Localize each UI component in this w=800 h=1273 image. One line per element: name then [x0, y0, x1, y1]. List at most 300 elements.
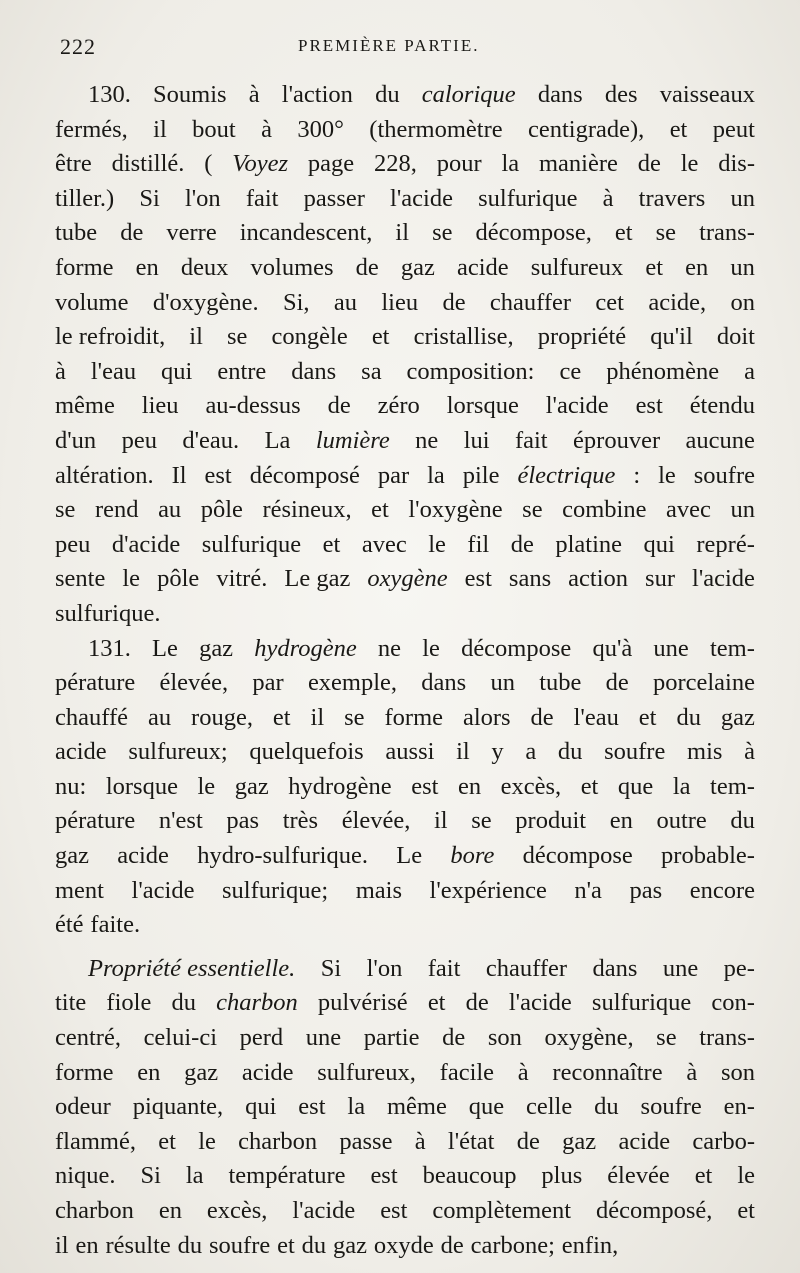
word: et — [669, 115, 688, 143]
text-line — [55, 286, 755, 321]
word: à — [261, 115, 272, 143]
word: odeur — [55, 1093, 111, 1121]
word: du — [171, 989, 196, 1017]
word: passe — [339, 1127, 393, 1155]
word: le — [658, 461, 676, 489]
word: partie — [363, 1024, 420, 1052]
text-line — [55, 735, 755, 770]
word: exemple, — [307, 669, 398, 697]
word: l'action — [281, 81, 353, 108]
word: tem- — [709, 634, 755, 662]
word: le — [198, 1127, 216, 1155]
word: produit — [515, 807, 587, 835]
word: se — [656, 1024, 677, 1052]
word: décompose — [461, 634, 572, 662]
word: de — [637, 150, 661, 178]
word: décomposé, — [596, 1197, 713, 1224]
word: hydrogène — [288, 772, 392, 800]
word: enfin, — [561, 1231, 619, 1259]
word: bout — [192, 115, 236, 143]
word: Voyez — [232, 150, 289, 178]
word: ce — [559, 357, 582, 385]
word: charbon — [216, 989, 298, 1017]
word: au — [158, 496, 182, 524]
word: oxygène, — [544, 1024, 634, 1052]
word: manière — [539, 150, 618, 178]
word: lumière — [315, 426, 390, 454]
word: résineux, — [262, 496, 352, 524]
word: par — [252, 669, 284, 697]
word: il — [395, 219, 410, 247]
word: et — [158, 1127, 176, 1155]
word: du — [301, 1231, 327, 1259]
word: du — [177, 1231, 203, 1259]
word: repré- — [696, 530, 755, 558]
word: nu: — [55, 772, 87, 800]
word: le — [422, 634, 440, 662]
word: peut — [712, 115, 755, 143]
word: sulfureux; — [128, 738, 228, 766]
word: élevée — [607, 1162, 670, 1190]
word: 228, — [373, 150, 417, 178]
word: sur — [645, 565, 675, 593]
word: au-dessus — [205, 392, 301, 420]
word: carbone; — [470, 1231, 555, 1259]
word: élevée, — [341, 807, 411, 835]
word: à — [414, 1127, 426, 1155]
word: mais — [355, 876, 402, 904]
word: acide — [55, 738, 107, 766]
word: l'acide — [292, 1197, 356, 1224]
text-line — [55, 1229, 755, 1264]
word: est — [380, 1197, 408, 1224]
text-line — [55, 113, 755, 148]
word: quelquefois — [249, 738, 364, 766]
word: oxyde — [373, 1231, 434, 1259]
word: au — [333, 288, 358, 316]
word: Si — [140, 1162, 161, 1190]
word: dans — [291, 357, 337, 385]
word: tite — [55, 989, 87, 1017]
word: des — [604, 81, 638, 108]
word: la — [672, 772, 691, 800]
word: zéro — [377, 392, 420, 420]
text-line — [55, 1090, 755, 1125]
word: entre — [217, 357, 267, 385]
word: même — [386, 1093, 447, 1121]
word: excès, — [206, 1197, 268, 1224]
word: forme — [55, 1058, 114, 1086]
word: Il — [171, 461, 187, 489]
word: il — [456, 738, 470, 766]
word: page — [307, 150, 355, 178]
word: une — [662, 954, 699, 982]
text-line — [55, 770, 755, 805]
word: par — [377, 461, 410, 489]
word: Le — [152, 634, 178, 662]
word: un — [730, 496, 755, 524]
word: perd — [239, 1024, 284, 1052]
word: y — [491, 738, 504, 766]
word: incandescent, — [239, 219, 373, 247]
word: un — [490, 669, 515, 697]
word: élevée, — [159, 669, 229, 697]
word: qu'il — [650, 323, 693, 351]
word: une — [305, 1024, 342, 1052]
text-line — [55, 147, 755, 182]
word: qui — [245, 1093, 277, 1121]
word: et — [371, 496, 389, 524]
word: trans- — [699, 1024, 755, 1052]
word: se — [522, 496, 543, 524]
word: sulfurique — [478, 184, 578, 212]
word: que — [617, 772, 654, 800]
word: l'état — [447, 1127, 495, 1155]
word: se — [471, 807, 492, 835]
word: platine — [555, 530, 623, 558]
word: dans — [592, 954, 638, 982]
word: pile — [462, 461, 500, 489]
word: en- — [723, 1093, 755, 1121]
word: ment — [55, 876, 104, 904]
word: en — [685, 253, 709, 281]
word: résulte — [105, 1231, 171, 1259]
word: l'eau — [573, 703, 619, 731]
word: température — [228, 1162, 346, 1190]
word: chauffé — [55, 703, 128, 731]
word: avec — [666, 496, 711, 524]
text-line — [55, 493, 755, 528]
word: son — [720, 1058, 755, 1086]
word: de — [605, 669, 629, 697]
word: lieu — [141, 392, 179, 420]
word: dans — [537, 81, 583, 108]
word: il — [434, 807, 448, 835]
word: Si, — [282, 288, 310, 316]
word: centigrade), — [528, 115, 645, 143]
word: pôle — [200, 496, 243, 524]
word: au — [147, 703, 172, 731]
word: piquante, — [132, 1093, 224, 1121]
word: d'acide — [111, 530, 181, 558]
text-line — [55, 424, 755, 459]
word: 131. — [88, 634, 131, 662]
word: n'est — [158, 807, 203, 835]
word: aucune — [685, 426, 755, 454]
word: nique. — [55, 1162, 116, 1190]
word: pérature — [55, 669, 136, 697]
text-line — [55, 632, 755, 667]
word: aussi — [385, 738, 435, 766]
word: très — [282, 807, 319, 835]
word: sulfurique — [201, 530, 302, 558]
word: est — [635, 392, 663, 420]
word: charbon — [55, 1197, 134, 1224]
word: décompose, — [475, 219, 592, 247]
word: sulfureux, — [317, 1058, 416, 1086]
word: d'oxygène. — [152, 288, 259, 316]
word: on — [730, 288, 755, 316]
word: l'on — [184, 184, 221, 212]
word: il — [55, 1231, 69, 1259]
word: action — [568, 565, 629, 593]
word: le — [197, 772, 216, 800]
word: en — [457, 772, 482, 800]
text-line — [55, 216, 755, 251]
word: rend — [94, 496, 139, 524]
word: lorsque — [105, 772, 178, 800]
word: de — [440, 1231, 464, 1259]
word: vaisseaux — [659, 81, 755, 108]
word: son — [487, 1024, 522, 1052]
word: en — [75, 1231, 99, 1259]
word: pas — [226, 807, 260, 835]
word: un — [730, 253, 755, 281]
word: est — [370, 1162, 398, 1190]
word: éprouver — [573, 426, 661, 454]
word: avec — [361, 530, 407, 558]
word: du — [676, 703, 701, 731]
word: sente — [55, 565, 106, 593]
word: l'acide — [508, 989, 572, 1017]
page-number: 222 — [60, 34, 96, 59]
word: gaz — [199, 634, 234, 662]
word: en — [135, 253, 159, 281]
word: est — [204, 461, 232, 489]
word: soufre — [693, 461, 755, 489]
word: dans — [421, 669, 467, 697]
word: acide — [618, 1127, 671, 1155]
word: il — [310, 703, 325, 731]
word: forme — [55, 253, 114, 281]
word: fiole — [106, 989, 152, 1017]
word: Si — [320, 954, 342, 982]
word: pôle — [157, 565, 200, 593]
word: chauffer — [485, 954, 568, 982]
word: oxygène — [367, 565, 448, 593]
word: et — [277, 1231, 295, 1259]
word: pulvérisé — [317, 989, 408, 1017]
word: beaucoup — [422, 1162, 517, 1190]
word: peu — [121, 426, 157, 454]
word: fil — [467, 530, 490, 558]
word: de — [530, 703, 554, 731]
text-line — [55, 251, 755, 286]
word: peu — [55, 530, 91, 558]
word: le — [122, 565, 141, 593]
text-line — [55, 320, 755, 355]
word: gaz — [184, 1058, 219, 1086]
word: et — [322, 530, 341, 558]
word: pérature — [55, 807, 136, 835]
word: cristallise, — [413, 323, 514, 351]
word: du — [730, 807, 755, 835]
word: du — [375, 81, 400, 108]
word: La — [264, 426, 291, 454]
word: volumes — [250, 253, 334, 281]
word: gaz — [55, 842, 89, 870]
word: à — [602, 184, 614, 212]
text-line — [55, 1194, 755, 1229]
word: est — [464, 565, 492, 593]
word: acide, — [648, 288, 707, 316]
word: soufre — [604, 738, 666, 766]
word: l'expérience — [429, 876, 547, 904]
word: chauffer — [489, 288, 572, 316]
word: sans — [508, 565, 552, 593]
section-title: PREMIÈRE PARTIE. — [298, 36, 480, 55]
word: de — [510, 530, 534, 558]
word: acide — [117, 842, 169, 870]
word: alors — [462, 703, 511, 731]
word: Le — [396, 842, 423, 870]
word: de — [465, 989, 489, 1017]
word: l'acide — [131, 876, 195, 904]
word: congèle — [271, 323, 348, 351]
word: du — [557, 738, 583, 766]
text-line — [55, 908, 755, 943]
word: l'acide — [390, 184, 453, 212]
word: doit — [716, 323, 755, 351]
word: Soumis — [153, 81, 227, 108]
word: pas — [629, 876, 663, 904]
word: fermés, — [55, 115, 128, 143]
word: encore — [689, 876, 755, 904]
word: 300° — [297, 115, 344, 143]
word: à — [744, 738, 755, 766]
word: sulfurique. — [55, 599, 161, 627]
word: qui — [643, 530, 675, 558]
word: deux — [180, 253, 229, 281]
word: flammé, — [55, 1127, 136, 1155]
word: excès, — [500, 772, 562, 800]
word: ( — [204, 150, 213, 178]
word: faite. — [90, 911, 141, 939]
word: il — [189, 323, 203, 351]
word: tiller.) — [55, 184, 115, 212]
word: rouge, — [191, 703, 253, 731]
word: se — [344, 703, 365, 731]
word: il — [153, 115, 167, 143]
word: composition: — [406, 357, 535, 385]
text-line — [55, 986, 755, 1021]
word: de — [442, 288, 466, 316]
word: : — [633, 461, 641, 489]
word: combine — [562, 496, 647, 524]
word: ne — [377, 634, 402, 662]
word: le refroidit, — [55, 323, 166, 351]
word: l'acide — [692, 565, 755, 593]
word: le — [428, 530, 446, 558]
word: et — [272, 703, 291, 731]
text-line — [55, 952, 755, 987]
word: à — [686, 1058, 698, 1086]
word: sulfurique — [591, 989, 692, 1017]
word: celle — [526, 1093, 573, 1121]
word: celui-ci — [143, 1024, 218, 1052]
text-line — [55, 839, 755, 874]
word: facile — [439, 1058, 495, 1086]
word: gaz — [234, 772, 269, 800]
word: la — [347, 1093, 366, 1121]
word: un — [730, 184, 755, 212]
text-line — [55, 1021, 755, 1056]
word: porcelaine — [652, 669, 755, 697]
word: gaz — [562, 1127, 597, 1155]
word: décomposé — [249, 461, 360, 489]
text-line — [55, 78, 755, 113]
word: le — [737, 1162, 755, 1190]
word: plus — [541, 1162, 583, 1190]
word: passer — [303, 184, 365, 212]
word: et — [580, 772, 599, 800]
word: étendu — [689, 392, 755, 420]
word: et — [371, 323, 390, 351]
word: même — [55, 392, 115, 420]
text-line — [55, 355, 755, 390]
word: une — [653, 634, 689, 662]
text-line — [55, 1056, 755, 1091]
word: gaz — [333, 1231, 367, 1259]
word: hydro-sulfurique. — [197, 842, 368, 870]
word: l'oxygène — [408, 496, 503, 524]
word: et — [427, 989, 446, 1017]
word: que — [468, 1093, 505, 1121]
text-line — [55, 597, 755, 632]
word: calorique — [421, 81, 516, 108]
word: de — [355, 253, 379, 281]
word: outre — [656, 807, 707, 835]
word: volume — [55, 288, 129, 316]
word: et — [737, 1197, 755, 1224]
word: bore — [450, 842, 495, 870]
word: ne — [415, 426, 439, 454]
text-line — [55, 562, 755, 597]
word: et — [638, 703, 657, 731]
word: sa — [361, 357, 382, 385]
word: sulfureux — [530, 253, 624, 281]
word: et — [694, 1162, 713, 1190]
word: de — [516, 1127, 540, 1155]
word: fait — [514, 426, 548, 454]
word: gaz — [720, 703, 755, 731]
word: fait — [245, 184, 279, 212]
word: en — [158, 1197, 182, 1224]
word: lui — [463, 426, 490, 454]
word: tube — [539, 669, 582, 697]
word: d'eau. — [182, 426, 240, 454]
text-line — [55, 528, 755, 563]
word: reconnaître — [552, 1058, 663, 1086]
text-line — [55, 1159, 755, 1194]
word: altération. — [55, 461, 154, 489]
word: soufre — [640, 1093, 702, 1121]
text-line — [55, 874, 755, 909]
word: phénomène — [606, 357, 720, 385]
word: centré, — [55, 1024, 121, 1052]
word: n'a — [574, 876, 602, 904]
word: distillé. — [111, 150, 185, 178]
word: cet — [595, 288, 624, 316]
word: Si — [139, 184, 160, 212]
word: acide — [241, 1058, 294, 1086]
word: lieu — [381, 288, 419, 316]
word: fait — [427, 954, 461, 982]
word: de — [327, 392, 351, 420]
word: carbo- — [692, 1127, 755, 1155]
word: de — [120, 219, 144, 247]
word: être — [55, 150, 92, 178]
